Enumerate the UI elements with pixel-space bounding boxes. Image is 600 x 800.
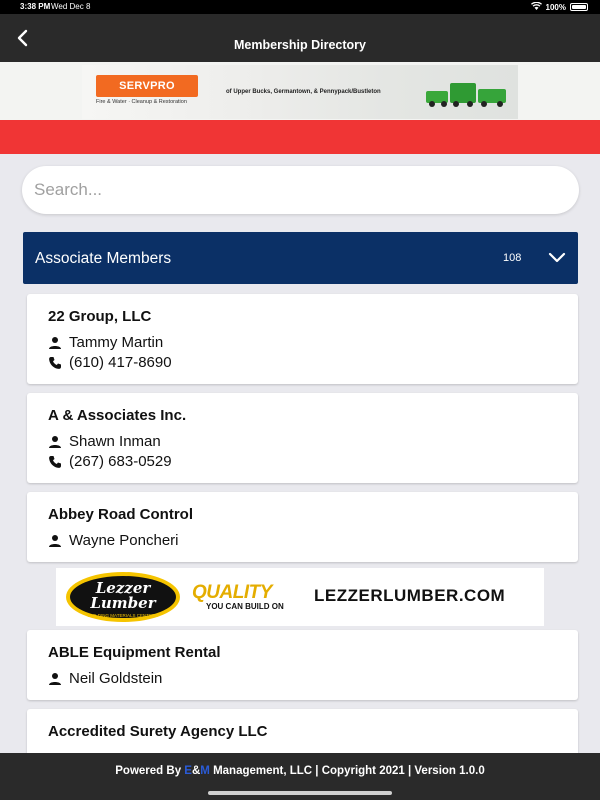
status-bar [0, 0, 600, 14]
battery-icon [570, 3, 588, 11]
footer-text: Powered By E&M Management, LLC | Copyright 2021 | Version 1.0.0 [115, 765, 485, 777]
red-divider-strip [0, 120, 600, 154]
lezzer-lumber-logo [66, 572, 180, 622]
lezzer-url: LEZZERLUMBER.COM [314, 586, 506, 605]
status-time: 3:38 PM [20, 2, 51, 11]
member-contact [48, 670, 162, 687]
servpro-tagline: Fire & Water · Cleanup & Restoration [96, 99, 187, 105]
member-card[interactable] [27, 492, 578, 562]
section-title: Associate Members [35, 250, 172, 267]
servpro-banner-ad[interactable] [0, 62, 600, 120]
member-contact [48, 433, 161, 450]
search-bar [22, 166, 579, 214]
member-name: A & Associates Inc. [48, 407, 187, 424]
status-date: Wed Dec 8 [51, 2, 91, 11]
member-phone[interactable] [48, 354, 172, 371]
servpro-location: of Upper Bucks, Germantown, & Pennypack/Bustleton [226, 89, 381, 95]
phone-number: (267) 683-0529 [69, 453, 172, 470]
phone-icon [48, 455, 62, 469]
battery-percent: 100% [545, 2, 566, 12]
service-vans-image [424, 79, 510, 109]
navigation-bar [0, 14, 600, 62]
quality-subtext: YOU CAN BUILD ON [206, 602, 284, 611]
search-input[interactable] [34, 174, 564, 206]
contact-name: Wayne Poncheri [69, 532, 179, 549]
member-card[interactable] [27, 393, 578, 483]
person-icon [48, 435, 62, 449]
member-phone[interactable] [48, 453, 172, 470]
em-brand-m: M [200, 765, 210, 777]
phone-number: (610) 417-8690 [69, 354, 172, 371]
footer [0, 753, 600, 800]
lezzer-lumber-ad[interactable] [56, 568, 544, 626]
member-name: Accredited Surety Agency LLC [48, 723, 268, 740]
member-contact [48, 334, 163, 351]
associate-members-header[interactable] [23, 232, 578, 284]
member-card[interactable] [27, 630, 578, 700]
servpro-logo: SERVPRO [96, 75, 198, 97]
member-name: Abbey Road Control [48, 506, 193, 523]
member-name: 22 Group, LLC [48, 308, 152, 325]
chevron-down-icon[interactable] [548, 250, 566, 264]
phone-icon [48, 356, 62, 370]
person-icon [48, 336, 62, 350]
person-icon [48, 534, 62, 548]
wifi-icon [531, 2, 542, 12]
person-icon [48, 672, 62, 686]
status-right [531, 2, 588, 12]
em-brand-e: E [184, 765, 192, 777]
member-name: ABLE Equipment Rental [48, 644, 221, 661]
contact-name: Neil Goldstein [69, 670, 163, 687]
lezzer-logo-subtext: BUILDING MATERIALS CENTERS [87, 613, 159, 618]
member-count-badge: 108 [503, 252, 522, 264]
banner-ad-image [82, 65, 518, 119]
lezzer-logo-text: Lezzer Lumber [90, 579, 156, 612]
member-contact [48, 532, 179, 549]
home-indicator[interactable] [208, 791, 392, 795]
member-card[interactable] [27, 294, 578, 384]
page-title: Membership Directory [234, 38, 366, 52]
quality-slogan: QUALITY [192, 582, 272, 603]
contact-name: Shawn Inman [69, 433, 161, 450]
contact-name: Tammy Martin [69, 334, 164, 351]
